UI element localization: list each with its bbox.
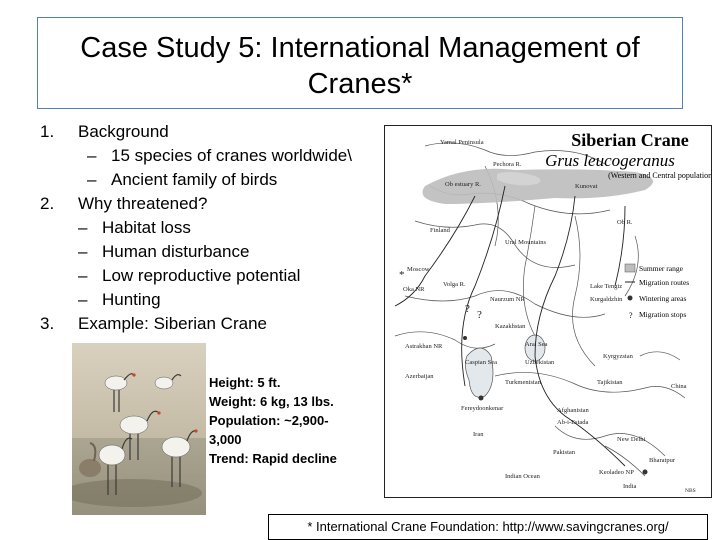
map-label: Naurzum NR <box>490 296 525 303</box>
map-label: Azerbaijan <box>405 373 434 380</box>
crane-stats <box>206 370 366 480</box>
legend-routes: Migration routes <box>639 278 690 287</box>
map-label: Kazakhstan <box>495 323 526 330</box>
map-label: India <box>623 483 637 490</box>
outline-item-1: 1. Background <box>40 122 169 141</box>
stat-population-cont: 3,000 <box>209 432 242 447</box>
stat-trend: Trend: Rapid decline <box>209 451 337 466</box>
map-label: New Delhi <box>617 436 646 443</box>
map-credit: NBS <box>685 488 696 494</box>
crane-photo <box>72 343 206 515</box>
outline-subitem: – Ancient family of birds <box>87 170 278 189</box>
map-label: Oka NR <box>403 286 425 293</box>
map-label: Ural Mountains <box>505 239 546 246</box>
map-label: Keoladeo NP <box>599 469 634 476</box>
title-line-2: Cranes* <box>307 68 413 100</box>
map-label: Finland <box>430 227 450 234</box>
outline-subitem: – Low reproductive potential <box>78 266 301 285</box>
map-label: Yamal Peninsula <box>440 139 484 146</box>
map-label: Ob R. <box>617 219 633 226</box>
map-label: Kyrgyzstan <box>603 353 633 360</box>
map-label: Indian Ocean <box>505 473 540 480</box>
range-map <box>385 126 711 497</box>
outline-subitem: – Human disturbance <box>78 242 250 261</box>
outline-item-3: 3. Example: Siberian Crane <box>40 314 267 333</box>
map-label: Pakistan <box>553 449 576 456</box>
slide-title <box>37 17 683 109</box>
svg-text:*: * <box>399 269 405 281</box>
svg-text:?: ? <box>477 309 482 321</box>
map-population-note: (Western and Central populations) <box>608 171 711 180</box>
stat-height: Height: 5 ft. <box>209 375 281 390</box>
map-label: China <box>671 383 687 390</box>
title-line-1: Case Study 5: International Management of <box>80 32 640 64</box>
outline-subitem: – 15 species of cranes worldwide\ <box>87 146 352 165</box>
map-label: Turkmenistan <box>505 379 541 386</box>
footnote: * International Crane Foundation: http://www.savingcranes.org/ <box>268 514 708 540</box>
map-label: Kunovat <box>575 183 598 190</box>
map-label: Moscow <box>407 266 430 273</box>
map-title: Siberian Crane <box>571 130 689 150</box>
legend-stop-swatch: ? <box>629 311 633 320</box>
legend-stops: Migration stops <box>639 310 687 319</box>
legend-summer-swatch <box>625 264 635 272</box>
map-label: Uzbekistan <box>525 359 555 366</box>
outline-item-2: 2. Why threatened? <box>40 194 208 213</box>
map-label: Bharatpur <box>649 457 675 464</box>
crane-photo-illustration <box>72 343 206 515</box>
map-label: Pechora R. <box>493 161 522 168</box>
map-label: Afghanistan <box>557 407 589 414</box>
map-label: Caspian Sea <box>465 359 497 366</box>
legend-summer: Summer range <box>639 264 683 273</box>
map-label: Iran <box>473 431 484 438</box>
map-label: Astrakhan NR <box>405 343 443 350</box>
svg-text:?: ? <box>465 303 470 315</box>
stat-population: Population: ~2,900- <box>209 413 329 428</box>
map-label: Lake Tengiz <box>590 283 623 290</box>
map-label: Tajikistan <box>597 379 623 386</box>
map-label: Ob estuary R. <box>445 181 481 188</box>
map-label: Aral Sea <box>525 341 548 348</box>
legend-wintering: Wintering areas <box>639 294 687 303</box>
siberian-crane-map <box>384 125 712 498</box>
legend-wintering-swatch <box>628 296 633 301</box>
stat-weight: Weight: 6 kg, 13 lbs. <box>209 394 334 409</box>
map-label: Fereydoonkenar <box>461 405 504 412</box>
map-subtitle: Grus leucogeranus <box>545 151 675 170</box>
outline-subitem: – Habitat loss <box>78 218 191 237</box>
map-label: Kurgaldzhin <box>590 296 623 303</box>
map-label: Ab-i-Estada <box>557 419 589 426</box>
map-label: Volga R. <box>443 281 466 288</box>
outline-subitem: – Hunting <box>78 290 161 309</box>
